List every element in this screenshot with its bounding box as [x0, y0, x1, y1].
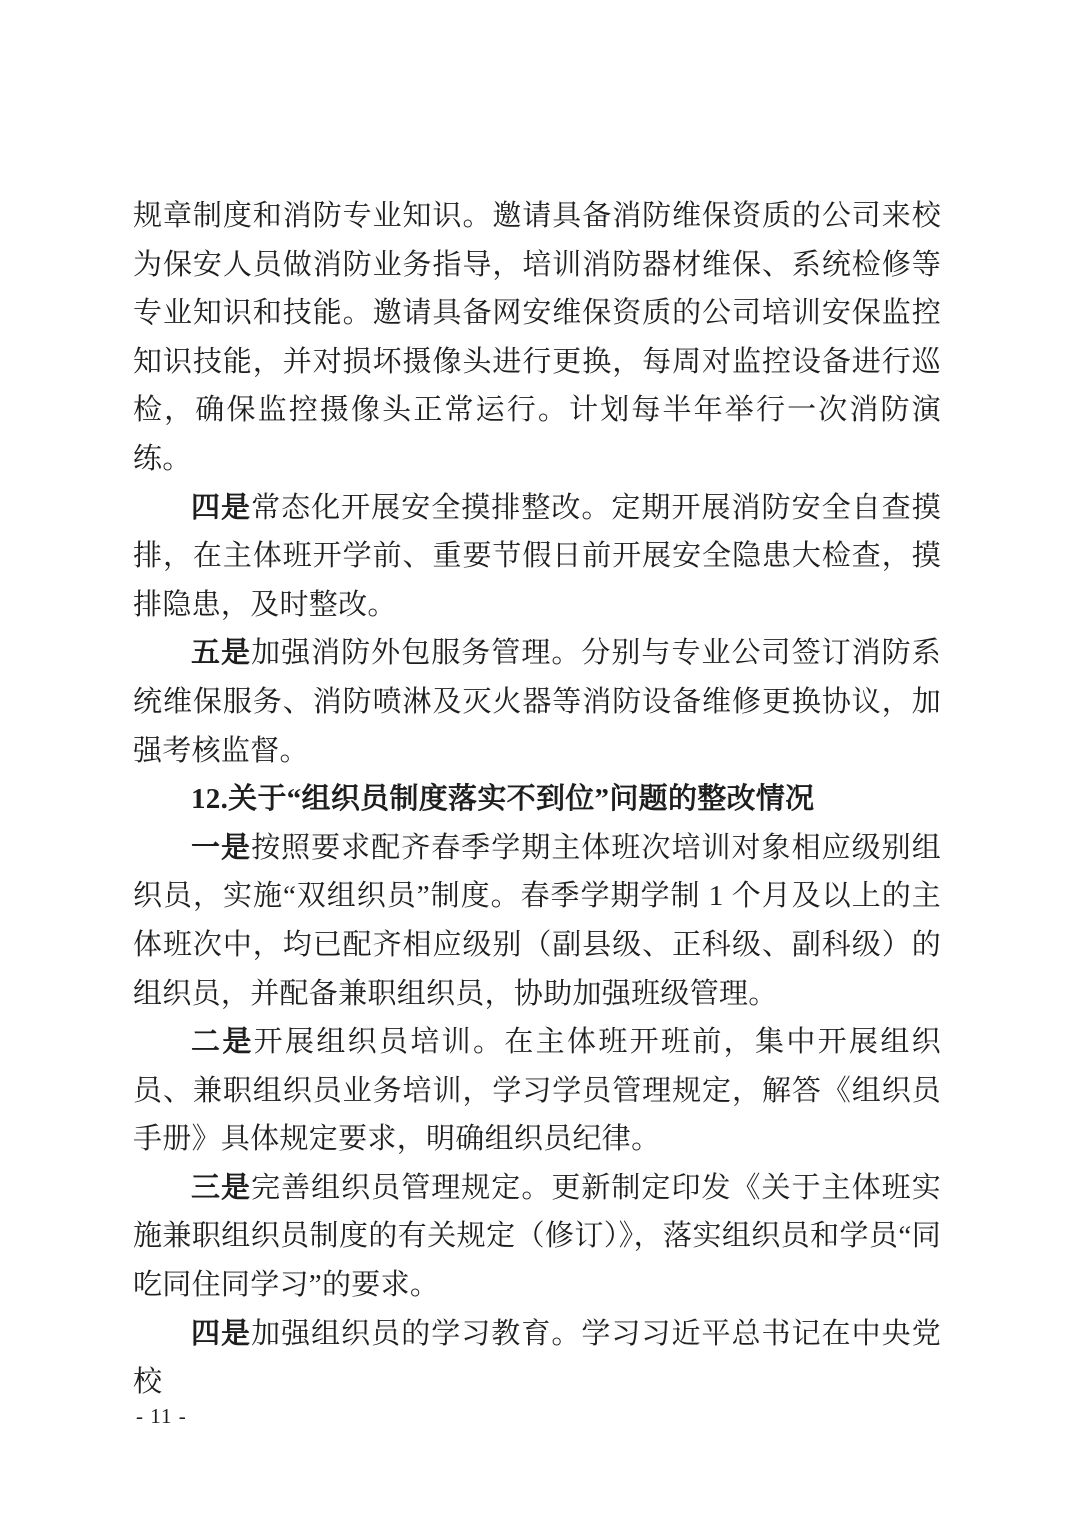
paragraph-text: 加强消防外包服务管理。分别与专业公司签订消防系统维保服务、消防喷淋及灭火器等消防设备维修更换协议，加强考核监督。 [133, 637, 941, 767]
paragraph-text: 完善组织员管理规定。更新制定印发《关于主体班实施兼职组织员制度的有关规定（修订）》，落实组织员和学员“同吃同住同学习”的要求。 [133, 1171, 941, 1302]
paragraph [133, 192, 941, 484]
paragraph [133, 1164, 941, 1310]
section-heading-text: 12.关于“组织员制度落实不到位”问题的整改情况 [191, 783, 815, 816]
paragraph [133, 1018, 941, 1164]
paragraph-text: 常态化开展安全摸排整改。定期开展消防安全自查摸排，在主体班开学前、重要节假日前开展安全隐患大检查，摸排隐患，及时整改。 [133, 491, 941, 621]
paragraph-lead: 二是 [191, 1026, 254, 1059]
paragraph [133, 824, 941, 1018]
paragraph-text: 加强组织员的学习教育。学习习近平总书记在中央党校 [133, 1317, 941, 1399]
paragraph [133, 629, 941, 775]
paragraph-lead: 三是 [191, 1171, 252, 1204]
page-number: - 11 - [136, 1404, 187, 1428]
paragraph-lead: 四是 [191, 491, 252, 524]
document-body [133, 192, 941, 1407]
paragraph-lead: 五是 [191, 637, 252, 670]
paragraph [133, 1310, 941, 1407]
paragraph-text: 规章制度和消防专业知识。邀请具备消防维保资质的公司来校为保安人员做消防业务指导，培训消防器材维保、系统检修等专业知识和技能。邀请具备网安维保资质的公司培训安保监控知识技能，并对损坏摄像头进行更换，每周对监控设备进行巡检，确保监控摄像头正常运行。计划每半年举行一次消防演练。 [133, 200, 941, 475]
paragraph-text: 开展组织员培训。在主体班开班前，集中开展组织员、兼职组织员业务培训，学习学员管理规定，解答《组织员手册》具体规定要求，明确组织员纪律。 [133, 1026, 941, 1156]
paragraph-text: 按照要求配齐春季学期主体班次培训对象相应级别组织员，实施“双组织员”制度。春季学期学制 1 个月及以上的主体班次中，均已配齐相应级别（副县级、正科级、副科级）的组织员，并配备兼职组织员，协助加强班级管理。 [133, 831, 941, 1010]
paragraph-lead: 一是 [191, 831, 252, 864]
paragraph [133, 484, 941, 630]
paragraph-lead: 四是 [191, 1317, 252, 1350]
section-heading [133, 775, 941, 824]
